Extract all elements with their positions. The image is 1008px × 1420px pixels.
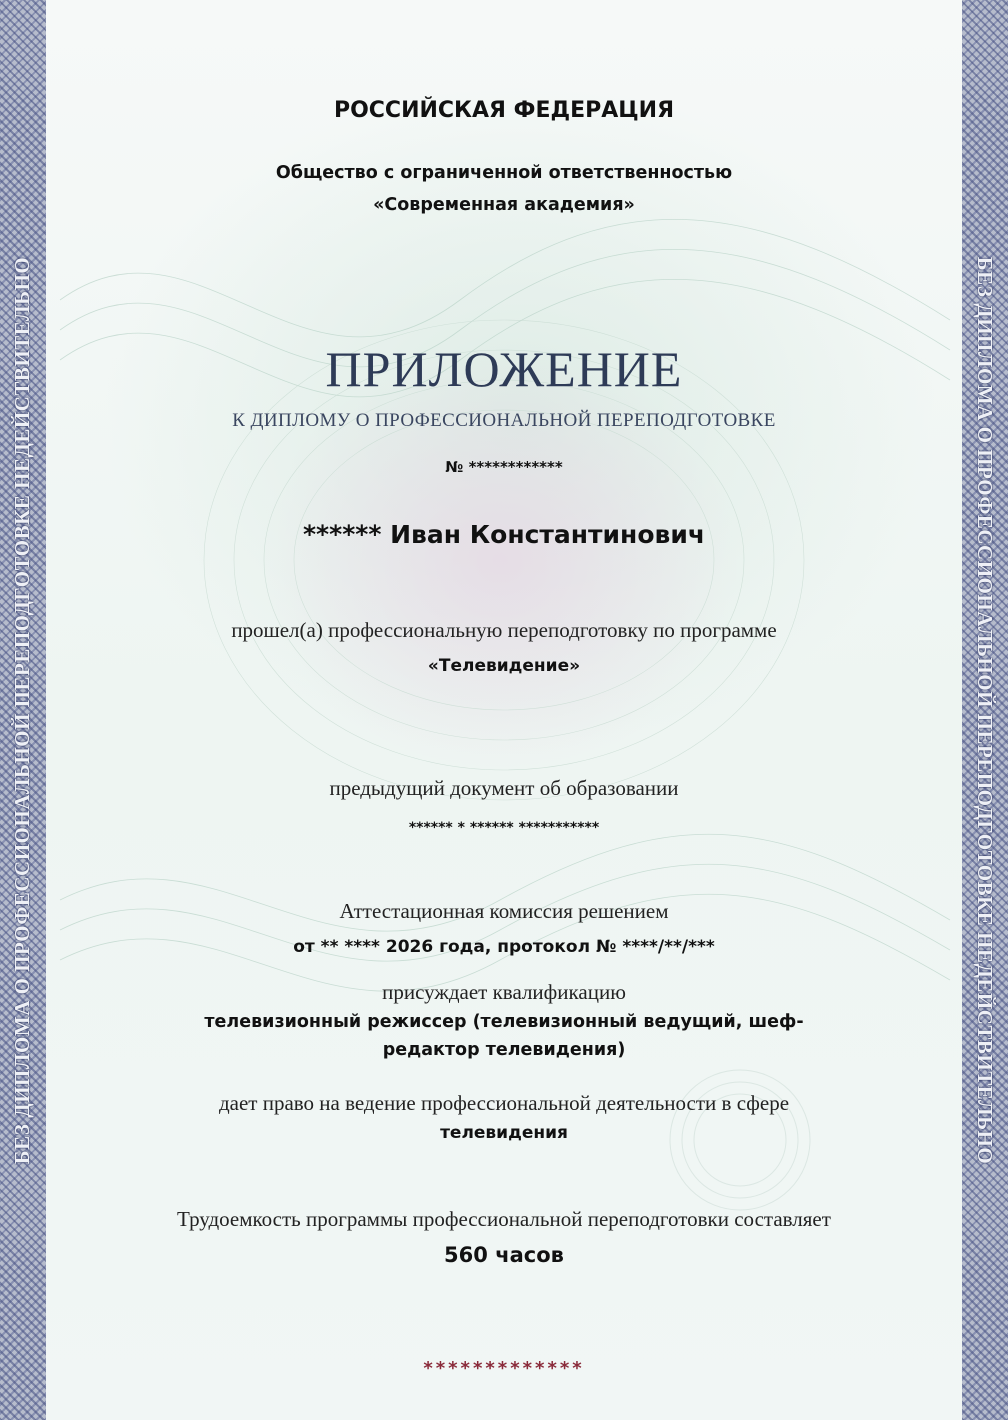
document-title: ПРИЛОЖЕНИЕ — [325, 341, 683, 397]
program-name: «Телевидение» — [427, 656, 581, 676]
organization-line-1: Общество с ограниченной ответственностью — [275, 163, 733, 183]
previous-document-label: предыдущий документ об образовании — [329, 776, 679, 800]
qualification-line-1: телевизионный режиссер (телевизионный ведущий, шеф- — [204, 1012, 804, 1032]
commission-text: Аттестационная комиссия решением — [339, 899, 669, 923]
awards-text: присуждает квалификацию — [382, 980, 626, 1004]
serial-number: ************* — [423, 1358, 585, 1379]
decision-date-protocol: от ** **** 2026 года, протокол № ****/**/*** — [293, 937, 715, 957]
holder-name: ****** Иван Константинович — [302, 520, 706, 549]
activity-sphere: телевидения — [440, 1123, 568, 1143]
hours-label: Трудоемкость программы профессиональной переподготовки составляет — [177, 1207, 831, 1231]
left-border-text: БЕЗ ДИПЛОМА О ПРОФЕССИОНАЛЬНОЙ ПЕРЕПОДГОТОВКЕ НЕДЕЙСТВИТЕЛЬНО — [10, 256, 35, 1164]
rights-text: дает право на ведение профессиональной деятельности в сфере — [218, 1091, 790, 1115]
document-number: № ************ — [445, 458, 563, 476]
previous-document-value: ****** * ****** *********** — [408, 820, 600, 836]
qualification-line-2: редактор телевидения) — [382, 1040, 626, 1060]
document-subtitle: К ДИПЛОМУ О ПРОФЕССИОНАЛЬНОЙ ПЕРЕПОДГОТОВКЕ — [232, 410, 776, 431]
right-border-text: БЕЗ ДИПЛОМА О ПРОФЕССИОНАЛЬНОЙ ПЕРЕПОДГОТОВКЕ НЕДЕЙСТВИТЕЛЬНО — [973, 256, 998, 1164]
country-heading: РОССИЙСКАЯ ФЕДЕРАЦИЯ — [333, 98, 675, 123]
organization-line-2: «Современная академия» — [373, 195, 635, 215]
hours-value: 560 часов — [444, 1243, 564, 1267]
passed-text: прошел(а) профессиональную переподготовку по программе — [231, 618, 777, 642]
